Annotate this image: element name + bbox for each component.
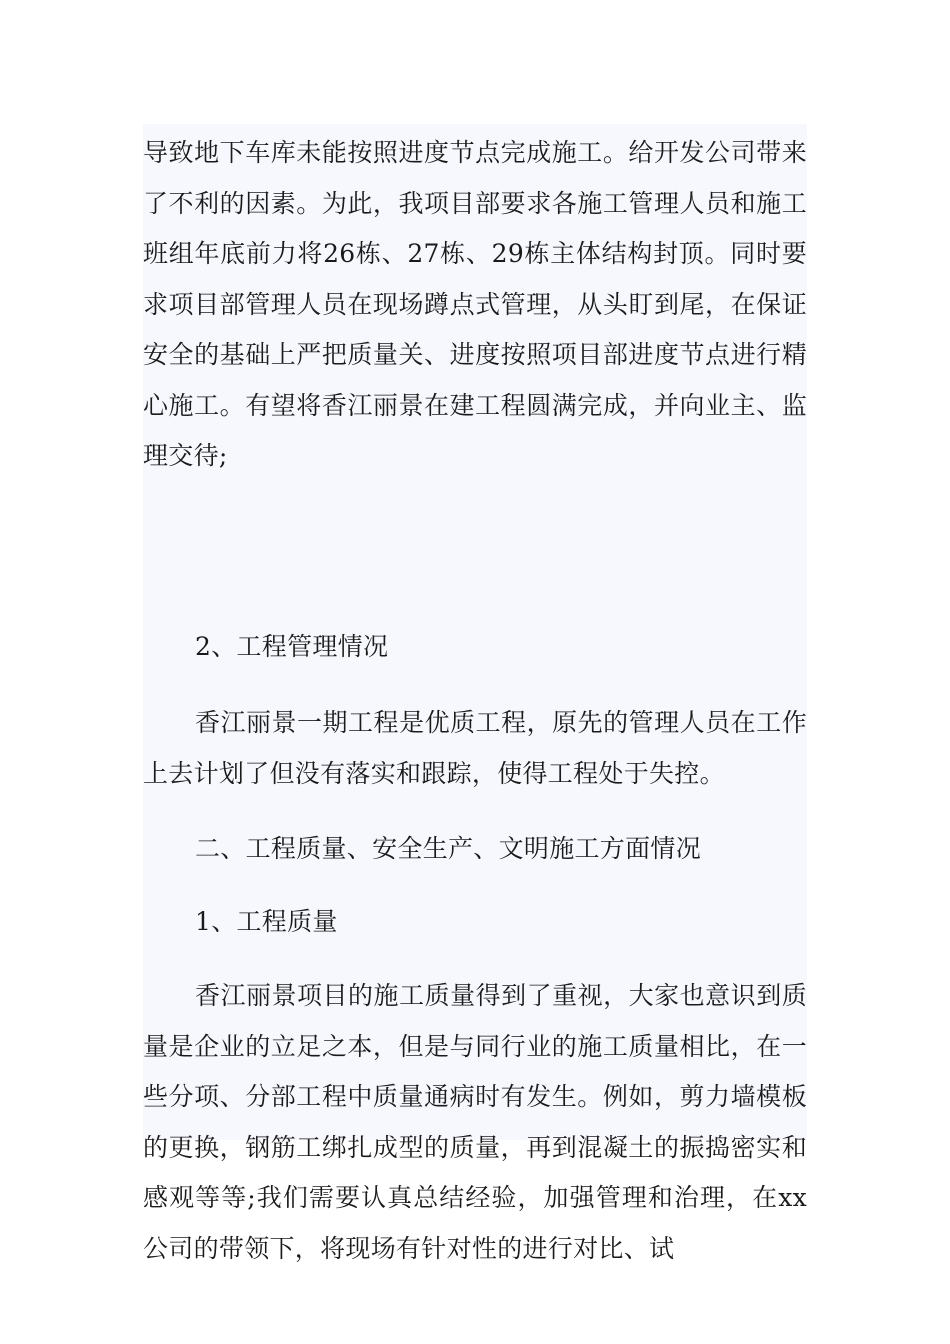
paragraph-progress-continuation: 导致地下车库未能按照进度节点完成施工。给开发公司带来了不利的因素。为此，我项目部要求各施工管理人员和施工班组年底前力将26栋、27栋、29栋主体结构封顶。同时要求项目部管理人员在现场蹲点式管理，从头盯到尾，在保证安全的基础上严把质量关、进度按照项目部进度节点进行精心施工。有望将香江丽景在建工程圆满完成，并向业主、监理交待;	[143, 138, 807, 470]
paragraph-heading-engineering-management: 2、工程管理情况	[195, 632, 389, 661]
paragraph-phase-one-management: 香江丽景一期工程是优质工程，原先的管理人员在工作上去计划了但没有落实和跟踪，使得工程处于失控。	[143, 708, 807, 788]
paragraph-heading-engineering-quality: 1、工程质量	[195, 907, 338, 936]
paragraph-quality-details: 香江丽景项目的施工质量得到了重视，大家也意识到质量是企业的立足之本，但是与同行业的施工质量相比，在一些分项、分部工程中质量通病时有发生。例如，剪力墙模板的更换，钢筋工绑扎成型的质量，再到混凝土的振捣密实和感观等等;我们需要认真总结经验，加强管理和治理，在xx公司的带领下，将现场有针对性的进行对比、试	[143, 981, 807, 1263]
section-heading-quality-safety: 二、工程质量、安全生产、文明施工方面情况	[195, 834, 702, 863]
document-text-block	[143, 124, 807, 1263]
